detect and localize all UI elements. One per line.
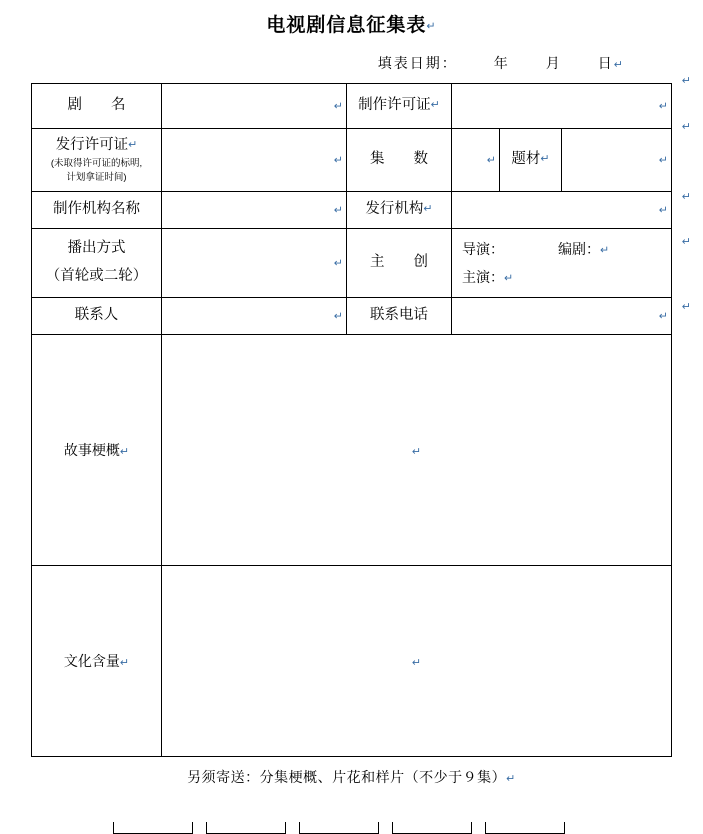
paragraph-mark-icon: ↵ — [658, 310, 668, 323]
cell-value-creators[interactable] — [451, 229, 671, 298]
cell-value-cultural-content[interactable] — [161, 566, 671, 757]
label-genre: 题材↵ — [511, 151, 550, 168]
table-row — [31, 298, 671, 335]
paragraph-mark-icon: ↵ — [540, 153, 550, 166]
info-collection-form — [31, 83, 672, 757]
paragraph-mark-icon: ↵ — [599, 244, 610, 257]
cell-label-creators — [346, 229, 451, 298]
creator-row-director-writer — [462, 235, 661, 263]
cell-label-distribution-company — [346, 192, 451, 229]
cell-label-drama-name — [31, 84, 161, 129]
label-distribution-license-note2: 计划拿证时间) — [66, 171, 127, 183]
table-row — [31, 192, 671, 229]
label-synopsis: 故事梗概 — [63, 442, 120, 458]
table-row — [31, 566, 671, 757]
paragraph-mark-icon: ↵ — [333, 310, 343, 323]
paragraph-mark-icon: ↵ — [613, 58, 625, 71]
cell-value-contact-phone[interactable] — [451, 298, 671, 335]
label-creators: 主 创 — [369, 254, 428, 271]
paragraph-mark-icon: ↵ — [119, 656, 130, 669]
paragraph-mark-icon: ↵ — [658, 100, 668, 113]
date-prefix: 填表日期： — [377, 55, 458, 71]
cell-label-episodes — [346, 129, 451, 192]
cell-label-production-license — [346, 84, 451, 129]
value-broadcast-type[interactable] — [162, 252, 346, 274]
cell-value-production-license[interactable] — [451, 84, 671, 129]
paragraph-mark-icon: ↵ — [681, 191, 691, 203]
cell-value-distribution-license[interactable] — [161, 129, 346, 192]
page-title — [0, 0, 703, 39]
value-contact-phone[interactable] — [452, 305, 671, 327]
date-day: 日 — [597, 55, 614, 71]
cell-label-production-company — [31, 192, 161, 229]
value-drama-name[interactable] — [162, 95, 346, 117]
date-year: 年 — [493, 55, 510, 71]
creator-row-actor — [462, 263, 661, 291]
label-broadcast-type-line1: 播出方式 — [67, 240, 126, 257]
table-row — [31, 335, 671, 566]
fragment-cell — [392, 822, 472, 834]
label-distribution-license: 发行许可证↵ (未取得许可证的标明, 计划拿证时间) — [32, 131, 161, 188]
label-production-license: 制作许可证↵ — [358, 97, 440, 114]
paragraph-mark-icon: ↵ — [658, 204, 668, 217]
cell-value-production-company[interactable] — [161, 192, 346, 229]
paragraph-mark-icon: ↵ — [423, 203, 433, 216]
footer-note — [0, 757, 703, 787]
fragment-cell — [485, 822, 565, 834]
fragment-cell — [299, 822, 379, 834]
paragraph-mark-icon: ↵ — [333, 100, 343, 113]
label-contact-person: 联系人 — [74, 307, 119, 324]
paragraph-mark-icon: ↵ — [681, 121, 691, 133]
cell-value-broadcast-type[interactable] — [161, 229, 346, 298]
paragraph-mark-icon: ↵ — [681, 301, 691, 313]
table-row — [31, 84, 671, 129]
paragraph-mark-icon: ↵ — [333, 154, 343, 167]
paragraph-mark-icon: ↵ — [681, 75, 691, 87]
paragraph-mark-icon: ↵ — [658, 154, 668, 167]
cell-value-contact-person[interactable] — [161, 298, 346, 335]
label-distribution-company: 发行机构↵ — [365, 201, 433, 218]
date-month: 月 — [545, 55, 562, 71]
paragraph-mark-icon: ↵ — [430, 99, 440, 112]
label-distribution-license-note1: (未取得许可证的标明, — [50, 158, 143, 170]
value-production-license[interactable] — [452, 95, 671, 117]
paragraph-mark-icon: ↵ — [411, 656, 422, 669]
value-distribution-license[interactable] — [162, 149, 346, 171]
label-broadcast-type-line2: （首轮或二轮） — [45, 268, 148, 284]
cell-value-drama-name[interactable] — [161, 84, 346, 129]
label-production-company: 制作机构名称 — [52, 201, 140, 218]
creators-block[interactable] — [452, 229, 671, 297]
value-distribution-company[interactable] — [452, 199, 671, 221]
next-table-fragment — [0, 822, 703, 834]
cell-value-episodes[interactable] — [451, 129, 499, 192]
value-production-company[interactable] — [162, 199, 346, 221]
paragraph-mark-icon: ↵ — [681, 236, 691, 248]
label-episodes: 集 数 — [369, 151, 428, 168]
label-director: 导演： — [461, 241, 504, 257]
cell-label-broadcast-type — [31, 229, 161, 298]
label-writer: 编剧： — [557, 241, 600, 257]
cell-value-genre[interactable] — [561, 129, 671, 192]
paragraph-mark-icon: ↵ — [426, 20, 437, 33]
label-contact-phone: 联系电话 — [369, 307, 428, 324]
table-row — [31, 229, 671, 298]
cell-value-distribution-company[interactable] — [451, 192, 671, 229]
fragment-cell — [113, 822, 193, 834]
paragraph-mark-icon: ↵ — [128, 139, 138, 152]
paragraph-mark-icon: ↵ — [503, 272, 514, 285]
cell-label-cultural-content — [31, 566, 161, 757]
cell-label-contact-person — [31, 298, 161, 335]
value-contact-person[interactable] — [162, 305, 346, 327]
fragment-cell — [206, 822, 286, 834]
label-broadcast-type — [32, 231, 161, 294]
label-drama-name: 剧 名 — [67, 97, 126, 114]
footer-note-text: 另须寄送：分集梗概、片花和样片（不少于９集） — [187, 769, 507, 785]
page-title-text: 电视剧信息征集表 — [266, 15, 427, 36]
cell-label-distribution-license — [31, 129, 161, 192]
cell-label-genre — [499, 129, 561, 192]
cell-value-synopsis[interactable] — [161, 335, 671, 566]
paragraph-mark-icon: ↵ — [411, 445, 422, 458]
date-line — [0, 39, 703, 83]
value-genre[interactable] — [562, 149, 671, 171]
paragraph-mark-icon: ↵ — [333, 257, 343, 270]
paragraph-mark-icon: ↵ — [486, 154, 496, 167]
cell-label-synopsis — [31, 335, 161, 566]
cell-label-contact-phone — [346, 298, 451, 335]
table-row — [31, 129, 671, 192]
paragraph-mark-icon: ↵ — [119, 445, 130, 458]
label-cultural-content: 文化含量 — [63, 653, 120, 669]
paragraph-mark-icon: ↵ — [333, 204, 343, 217]
paragraph-mark-icon: ↵ — [506, 772, 516, 785]
label-actor: 主演： — [461, 269, 504, 285]
